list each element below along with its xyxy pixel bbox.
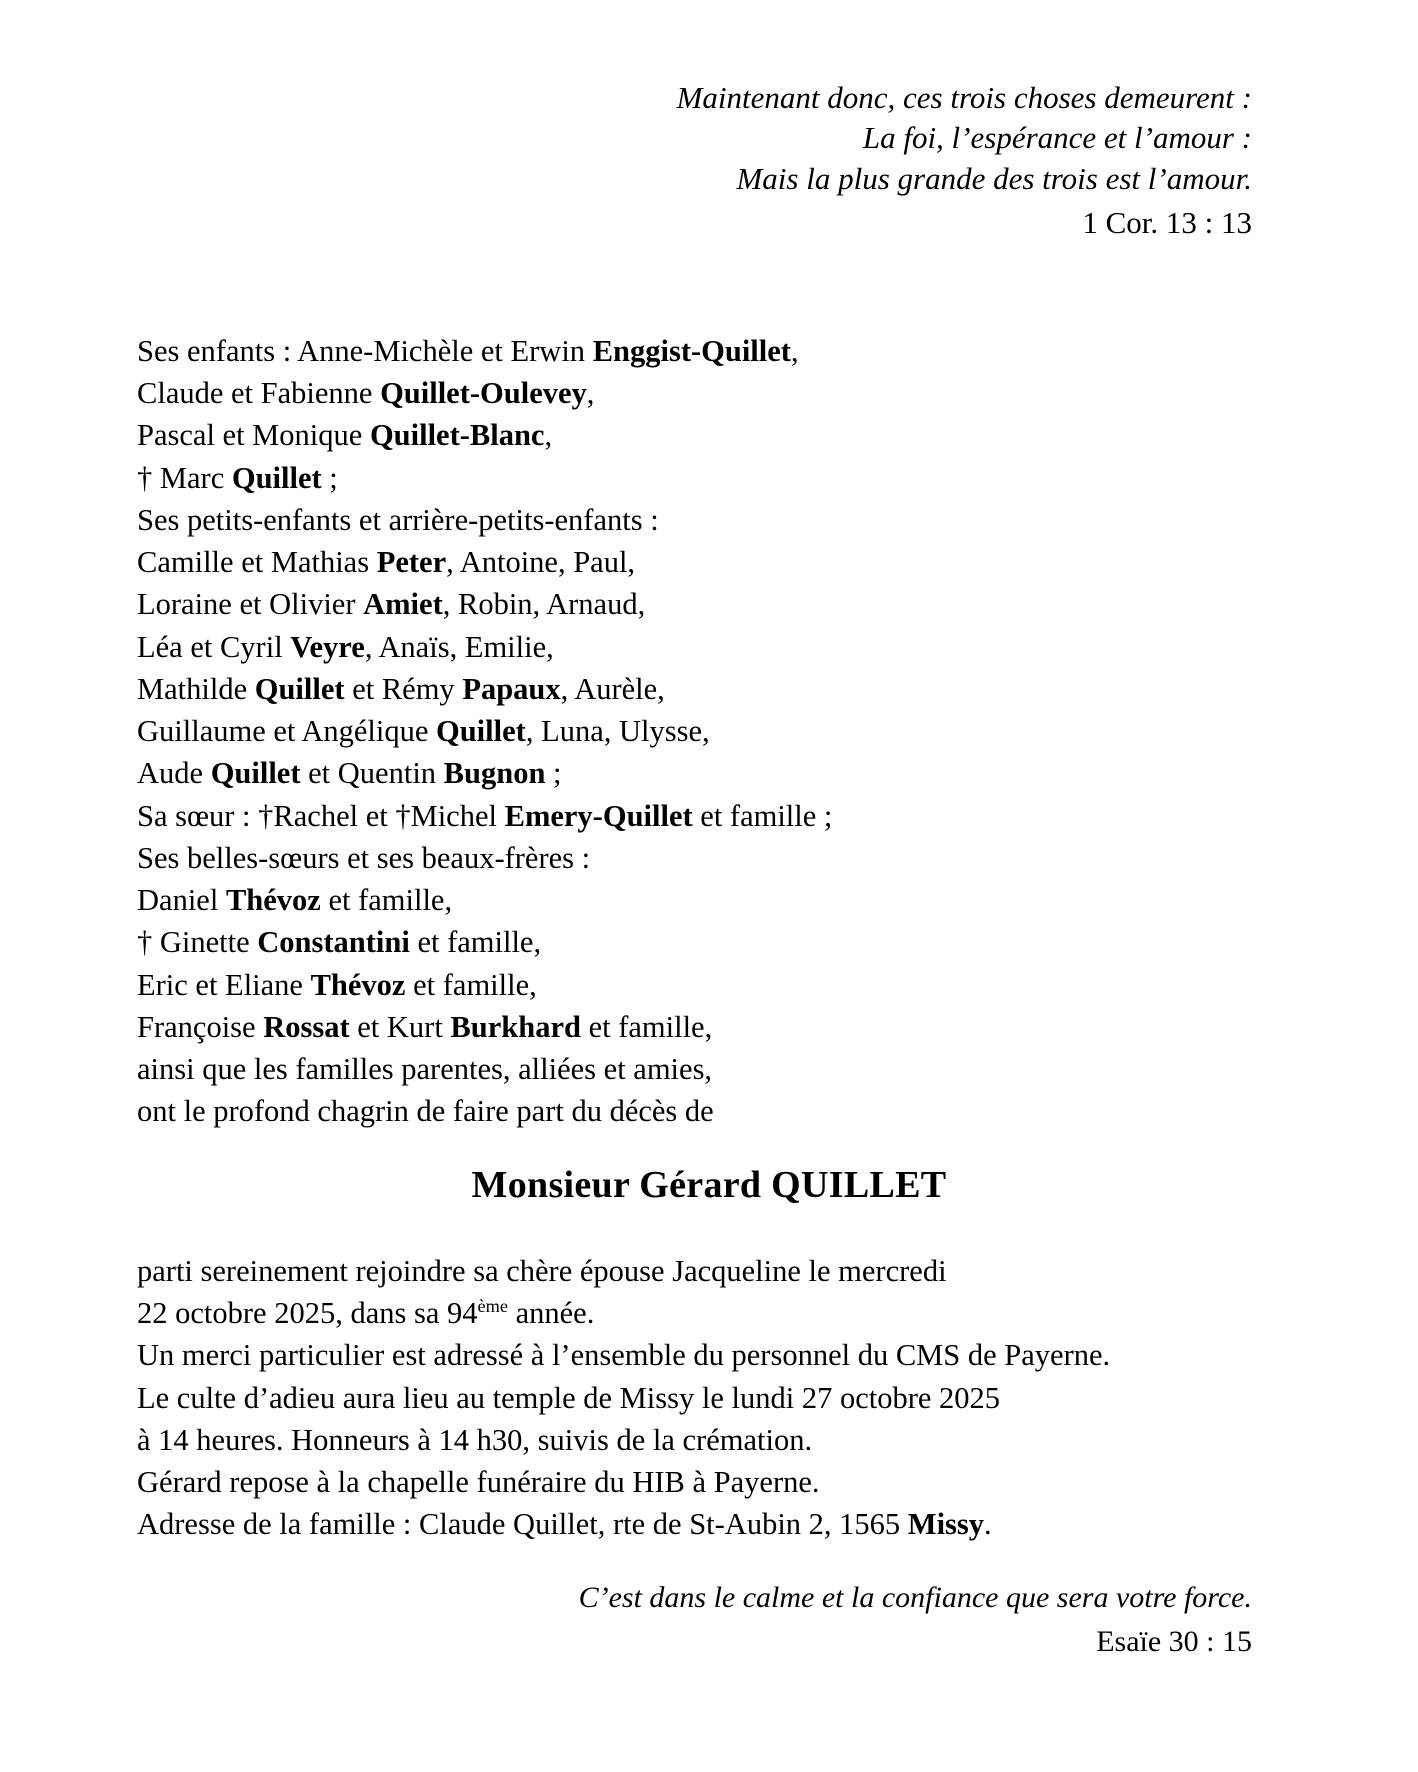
epigraph-quote: C’est dans le calme et la confiance que sera votre force. (578, 1581, 1252, 1614)
family-line: Léa et Cyril Veyre, Anaïs, Emilie, (137, 629, 554, 664)
family-line: Camille et Mathias Peter, Antoine, Paul, (137, 545, 636, 580)
family-line: † Marc Quillet ; (137, 460, 338, 495)
family-line: Claude et Fabienne Quillet-Oulevey, (137, 376, 595, 411)
epigraph-reference: 1 Cor. 13 : 13 (1082, 204, 1252, 240)
epigraph-line: Mais la plus grande des trois est l’amour. (736, 160, 1252, 196)
family-line: Ses petits-enfants et arrière-petits-enfants : (137, 502, 659, 537)
details-line: Gérard repose à la chapelle funéraire du HIB à Payerne. (137, 1465, 820, 1500)
details-line: à 14 heures. Honneurs à 14 h30, suivis de la crémation. (137, 1422, 813, 1457)
family-line: Pascal et Monique Quillet-Blanc, (137, 418, 553, 453)
epigraph-line: La foi, l’espérance et l’amour : (862, 120, 1252, 156)
details-line: parti sereinement rejoindre sa chère épouse Jacqueline le mercredi (137, 1254, 947, 1288)
family-line: Mathilde Quillet et Rémy Papaux, Aurèle, (137, 671, 665, 706)
top-epigraph (677, 78, 1252, 243)
family-line: Sa sœur : †Rachel et †Michel Emery-Quillet et famille ; (137, 798, 833, 833)
family-line: † Ginette Constantini et famille, (137, 925, 542, 960)
family-list (137, 330, 832, 1132)
epigraph-reference: Esaïe 30 : 15 (1096, 1625, 1252, 1658)
family-line: Françoise Rossat et Kurt Burkhard et famille, (137, 1009, 713, 1044)
family-line: Daniel Thévoz et famille, (137, 883, 453, 918)
details-text (137, 1250, 1110, 1546)
family-line: Ses belles-sœurs et ses beaux-frères : (137, 840, 591, 875)
deceased-name: Monsieur Gérard QUILLET (471, 1164, 947, 1206)
bottom-epigraph (579, 1578, 1252, 1661)
family-line: ont le profond chagrin de faire part du décès de (137, 1094, 714, 1129)
family-line: Loraine et Olivier Amiet, Robin, Arnaud, (137, 587, 646, 622)
details-line: Le culte d’adieu aura lieu au temple de Missy le lundi 27 octobre 2025 (137, 1380, 1001, 1415)
epigraph-line: Maintenant donc, ces trois choses demeurent : (676, 80, 1252, 115)
family-line: ainsi que les familles parentes, alliées et amies, (137, 1051, 713, 1086)
details-line: 22 octobre 2025, dans sa 94ème année. (137, 1296, 595, 1331)
details-line: Un merci particulier est adressé à l’ensemble du personnel du CMS de Payerne. (137, 1338, 1111, 1373)
family-line: Ses enfants : Anne-Michèle et Erwin Enggist-Quillet, (137, 334, 799, 368)
family-line: Aude Quillet et Quentin Bugnon ; (137, 756, 562, 791)
family-line: Eric et Eliane Thévoz et famille, (137, 967, 537, 1002)
details-line: Adresse de la famille : Claude Quillet, rte de St-Aubin 2, 1565 Missy. (137, 1507, 992, 1542)
family-line: Guillaume et Angélique Quillet, Luna, Ulysse, (137, 714, 710, 749)
